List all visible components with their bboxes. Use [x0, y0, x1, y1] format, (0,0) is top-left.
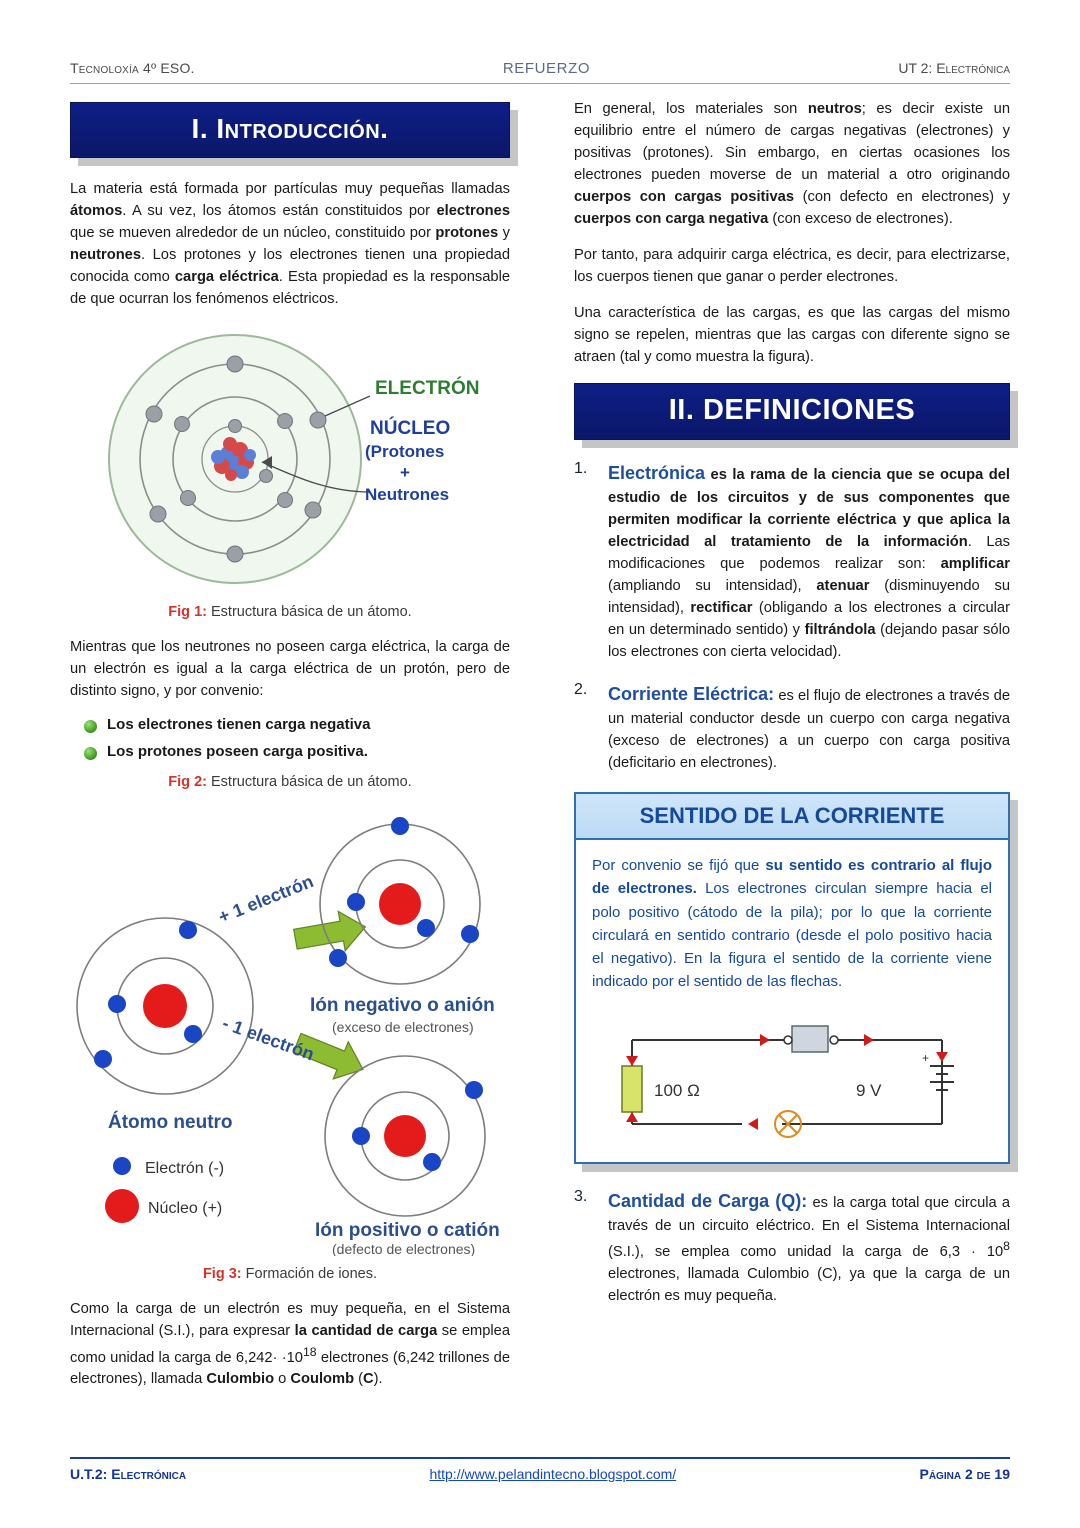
definition-body	[608, 681, 1010, 774]
footer-link-container	[429, 1466, 676, 1482]
label-anion-sub: (exceso de electrones)	[332, 1019, 474, 1036]
text-bold: cuerpos con cargas positivas	[574, 189, 795, 206]
definition-number: 3.	[574, 1187, 588, 1205]
figure-1-text: Estructura básica de un átomo.	[206, 604, 412, 621]
label-cation-sub: (defecto de electrones)	[332, 1241, 476, 1257]
text-frag: electrones (6,242 trillones de electrones), llamada	[70, 1349, 511, 1388]
text-frag: (con defecto en electrones) y	[794, 189, 1010, 206]
list-item	[84, 743, 510, 760]
label-nucleo: NÚCLEO	[370, 418, 451, 440]
label-atomo-neutro: Átomo neutro	[108, 1112, 233, 1134]
section-banner-definiciones	[574, 383, 1010, 440]
text-frag: . A su vez, los átomos están constituidos por	[122, 203, 437, 220]
text-sup: 8	[1003, 1238, 1010, 1253]
section-title-ii: II. DEFINICIONES	[668, 393, 916, 426]
figure-2-caption	[70, 774, 510, 790]
footer-page-current: 2	[964, 1466, 973, 1482]
svg-text:- 1 electrón: - 1 electrón	[219, 1013, 317, 1065]
figure-3-label: Fig 3:	[202, 1266, 242, 1283]
definition-term: Electrónica	[608, 462, 706, 483]
text-frag: Como la carga de un electrón es muy pequeña, en el Sistema Internacional (S.I.), para expresar	[70, 1301, 510, 1340]
bullet-list	[84, 716, 510, 760]
paragraph-materia	[70, 178, 510, 310]
text-bold: amplificar	[940, 555, 1010, 572]
list-item	[84, 716, 510, 733]
definition-term: Cantidad de Carga (Q):	[608, 1190, 808, 1211]
figure-3-caption	[70, 1266, 510, 1282]
text-bold: neutros	[807, 101, 862, 117]
text-bold: electrones	[436, 203, 510, 220]
text-frag: (con exceso de electrones).	[768, 211, 953, 228]
svg-text:+: +	[400, 463, 410, 483]
text-frag: (ampliando su intensidad),	[608, 577, 817, 594]
text-bold: rectificar	[690, 599, 753, 616]
figure-2-text: Estructura básica de un átomo.	[206, 774, 412, 791]
battery-plus-label: +	[922, 1050, 930, 1065]
definition-item-carga	[574, 1188, 1010, 1307]
text-frag: (disminuyendo su intensidad),	[608, 577, 1010, 616]
definition-item-corriente	[574, 681, 1010, 774]
paragraph-neutros	[574, 98, 1010, 230]
footer-page-label: Página	[919, 1466, 965, 1482]
text-frag: (dejando pasar sólo los electrones con cierta velocidad).	[608, 621, 1010, 660]
text-bold: átomos	[70, 203, 123, 220]
atom-diagram-svg	[70, 324, 490, 594]
text-bold: Coulomb	[290, 1371, 355, 1388]
text-sup: 18	[302, 1344, 317, 1359]
callout-sentido-corriente	[574, 792, 1010, 1164]
paragraph-culombio	[70, 1298, 510, 1390]
label-cation: Ión positivo o catión	[315, 1220, 500, 1242]
legend-nucleo: Núcleo (+)	[148, 1200, 223, 1218]
paragraph-repulsion: Una característica de las cargas, es que las cargas del mismo signo se repelen, mientras que las cargas con diferente signo se atraen (tal y como muestra la figura).	[574, 305, 1010, 366]
arrow-plus-electron	[215, 871, 368, 959]
text-bold: protones	[435, 225, 499, 242]
text-frag: . Los protones y los electrones tienen una propiedad conocida como	[70, 247, 510, 286]
text-frag: (obligando a los electrones a circular en un determinado sentido) y	[608, 599, 1010, 638]
footer-blog-link[interactable]: http://www.pelandintecno.blogspot.com/	[429, 1466, 677, 1482]
text-frag: que se mueven alrededor de un núcleo, constituido por	[70, 225, 436, 242]
header-right: UT 2: Electrónica	[898, 60, 1010, 76]
circuit-diagram-svg	[592, 1004, 992, 1154]
definition-item-electronica	[574, 460, 1010, 663]
bullet-text: Los electrones tienen carga negativa	[107, 716, 371, 734]
text-bold: carga eléctrica	[174, 269, 279, 286]
figure-2-label: Fig 2:	[168, 774, 207, 791]
ions-diagram-svg	[70, 806, 510, 1256]
resistor-label: 100 Ω	[654, 1080, 700, 1100]
definition-number: 2.	[574, 680, 588, 698]
text-frag: En general, los materiales son	[574, 101, 808, 117]
bullet-text: Los protones poseen carga positiva.	[107, 743, 368, 761]
text-bold: C	[363, 1371, 374, 1388]
figure-1-label: Fig 1:	[168, 604, 207, 621]
footer-page-number	[919, 1466, 1010, 1482]
bullet-dot-icon	[84, 720, 97, 733]
text-frag: Los electrones circulan siempre hacia el polo positivo (cátodo de la pila); por lo que la corriente circulará en sentido contrario (desde el polo positivo hacia el negativo). En la figura el sentido de la corriente viene indicado por el sentido de las flechas.	[592, 880, 992, 991]
paragraph-electrizarse: Por tanto, para adquirir carga eléctrica, es decir, para electrizarse, los cuerpos tienen que ganar o perder electrones.	[574, 247, 1010, 286]
figure-1-caption	[70, 604, 510, 620]
page-header	[70, 60, 1010, 84]
battery-label: 9 V	[856, 1080, 882, 1100]
bullet-dot-icon	[84, 747, 97, 760]
section-title-i: I. Introducción.	[191, 113, 389, 144]
svg-text:(Protones: (Protones	[365, 442, 445, 462]
text-frag: . Las modificaciones que podemos realizar son:	[608, 533, 1010, 572]
text-bold: cuerpos con carga negativa	[574, 211, 769, 228]
left-column	[70, 98, 530, 1388]
figure-3-ions	[70, 806, 510, 1256]
legend-electron: Electrón (-)	[145, 1160, 225, 1178]
callout-paragraph	[592, 854, 992, 994]
definition-term: Corriente Eléctrica:	[608, 683, 775, 704]
text-frag: o	[274, 1371, 291, 1388]
text-bold: Culombio	[206, 1371, 275, 1388]
definition-body	[608, 460, 1010, 663]
text-frag: (	[354, 1371, 364, 1388]
right-column	[554, 98, 1010, 1366]
paragraph-neutrones: Mientras que los neutrones no poseen carga eléctrica, la carga de un electrón es igual a la carga eléctrica de un protón, pero de distinto signo, y por convenio:	[70, 639, 510, 700]
footer-page-total: 19	[994, 1466, 1010, 1482]
footer-page-of: de	[972, 1466, 995, 1482]
text-frag: . Esta propiedad es la responsable de que ocurran los fenómenos eléctricos.	[70, 269, 511, 308]
label-anion: Ión negativo o anión	[310, 995, 495, 1017]
section-banner-introduccion	[70, 102, 510, 158]
svg-text:+ 1 electrón: + 1 electrón	[215, 871, 317, 928]
text-bold: la cantidad de carga	[294, 1323, 438, 1340]
two-column-layout	[70, 98, 1011, 1388]
figure-1-atom	[70, 324, 510, 594]
definition-list	[574, 460, 1010, 775]
text-frag: La materia está formada por partículas muy pequeñas llamadas	[70, 181, 510, 197]
text-frag: es la carga total que circula a través de un circuito eléctrico. En el Sistema Internacional (S.I.), se emplea como unidad la carga de 6,3 · 10	[608, 1194, 1010, 1260]
svg-text:Neutrones: Neutrones	[365, 485, 450, 505]
label-electron: ELECTRÓN	[375, 378, 480, 400]
text-bold: filtrándola	[804, 621, 876, 638]
text-frag: es el flujo de electrones a través de un material conductor desde un cuerpo con carga negativa (exceso de electrones) a un cuerpo con carga positiva (deficitario en electrones).	[608, 687, 1011, 771]
figure-3-text: Formación de iones.	[241, 1266, 378, 1283]
text-bold: su sentido es contrario al flujo de electrones.	[592, 857, 992, 898]
text-frag: se emplea como unidad la carga de 6,242· ·10	[70, 1323, 510, 1366]
header-left: Tecnoloxía 4º ESO.	[70, 60, 195, 76]
text-frag: y	[498, 225, 510, 242]
page-footer	[70, 1457, 1010, 1482]
definition-body	[608, 1188, 1010, 1307]
callout-title: SENTIDO DE LA CORRIENTE	[576, 794, 1008, 840]
text-frag: ).	[373, 1371, 383, 1388]
callout-body	[576, 840, 1008, 1162]
footer-left: U.T.2: Electrónica	[70, 1466, 187, 1482]
text-bold: es la rama de la ciencia que se ocupa del estudio de los circuitos y de sus componentes que permiten modificar la corriente eléctrica y que aplica la electricidad al tratamiento de la información	[608, 466, 1010, 550]
header-center: REFUERZO	[502, 60, 591, 77]
text-frag: Por convenio se fijó que	[592, 857, 766, 875]
text-bold: atenuar	[816, 577, 870, 594]
definition-number: 1.	[574, 459, 588, 477]
text-bold: neutrones	[70, 247, 141, 264]
text-frag: electrones, llamada Culombio (C), ya que la carga de un electrón es muy pequeña.	[608, 1265, 1010, 1304]
text-frag: ; es decir existe un equilibrio entre el número de cargas negativas (electrones) y positivas (protones). Sin embargo, en ciertas ocasiones los electrones pueden moverse de un material a otro originando	[574, 101, 1010, 184]
